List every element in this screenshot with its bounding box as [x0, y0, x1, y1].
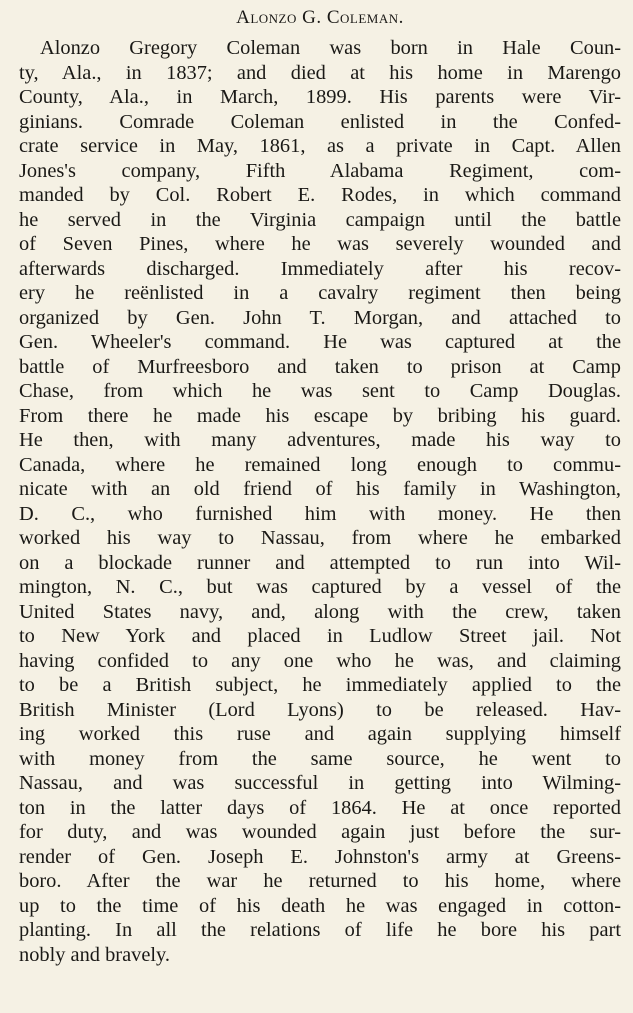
- text-line: organized by Gen. John T. Morgan, and attached to: [19, 306, 621, 329]
- text-line: crate service in May, 1861, as a private in Capt. Allen: [19, 135, 621, 157]
- text-line: ty, Ala., in 1837; and died at his home in Marengo: [19, 61, 621, 84]
- text-line: boro. After the war he returned to his home, where: [19, 870, 621, 892]
- text-line: to New York and placed in Ludlow Street jail. Not: [19, 625, 621, 647]
- text-line: to be a British subject, he immediately applied to the: [19, 674, 621, 696]
- text-line: nicate with an old friend of his family in Washington,: [19, 478, 621, 500]
- text-line: with money from the same source, he went to: [19, 747, 621, 770]
- text-line: ton in the latter days of 1864. He at once reported: [19, 796, 621, 819]
- text-line: County, Ala., in March, 1899. His parents were Vir-: [19, 86, 621, 108]
- text-line: D. C., who furnished him with money. He then: [19, 502, 621, 525]
- text-line: Nassau, and was successful in getting into Wilming-: [19, 772, 621, 794]
- text-line: Jones's company, Fifth Alabama Regiment, com-: [19, 159, 621, 182]
- text-line: battle of Murfreesboro and taken to prison at Camp: [19, 355, 621, 378]
- text-line: United States navy, and, along with the crew, taken: [19, 600, 621, 623]
- text-line: British Minister (Lord Lyons) to be released. Hav-: [19, 698, 621, 721]
- text-line: he served in the Virginia campaign until the battle: [19, 208, 621, 231]
- text-line: mington, N. C., but was captured by a vessel of the: [19, 576, 621, 598]
- text-line: having confided to any one who he was, and claiming: [19, 649, 621, 672]
- biography-paragraph: [19, 36, 621, 967]
- text-line: of Seven Pines, where he was severely wounded and: [19, 233, 621, 255]
- text-line: ing worked this ruse and again supplying himself: [19, 723, 621, 745]
- text-line: ery he reënlisted in a cavalry regiment then being: [19, 282, 621, 304]
- text-line: ginians. Comrade Coleman enlisted in the Confed-: [19, 110, 621, 133]
- text-line: From there he made his escape by bribing his guard.: [19, 404, 621, 427]
- text-line: worked his way to Nassau, from where he embarked: [19, 527, 621, 549]
- text-line: afterwards discharged. Immediately after his recov-: [19, 257, 621, 280]
- text-line: He then, with many adventures, made his way to: [19, 429, 621, 451]
- text-line: render of Gen. Joseph E. Johnston's army at Greens-: [19, 845, 621, 868]
- text-line: nobly and bravely.: [19, 943, 170, 966]
- text-line: on a blockade runner and attempted to run into Wil-: [19, 551, 621, 574]
- text-line: up to the time of his death he was engaged in cotton-: [19, 894, 621, 917]
- text-line: Alonzo Gregory Coleman was born in Hale Coun-: [40, 37, 621, 59]
- text-line: manded by Col. Robert E. Rodes, in which command: [19, 184, 621, 206]
- text-line: Chase, from which he was sent to Camp Douglas.: [19, 380, 621, 402]
- text-line: Gen. Wheeler's command. He was captured at the: [19, 331, 621, 353]
- page-title: Alonzo G. Coleman.: [236, 7, 404, 28]
- text-line: planting. In all the relations of life he bore his part: [19, 919, 621, 941]
- text-line: for duty, and was wounded again just before the sur-: [19, 821, 621, 843]
- text-line: Canada, where he remained long enough to commu-: [19, 453, 621, 476]
